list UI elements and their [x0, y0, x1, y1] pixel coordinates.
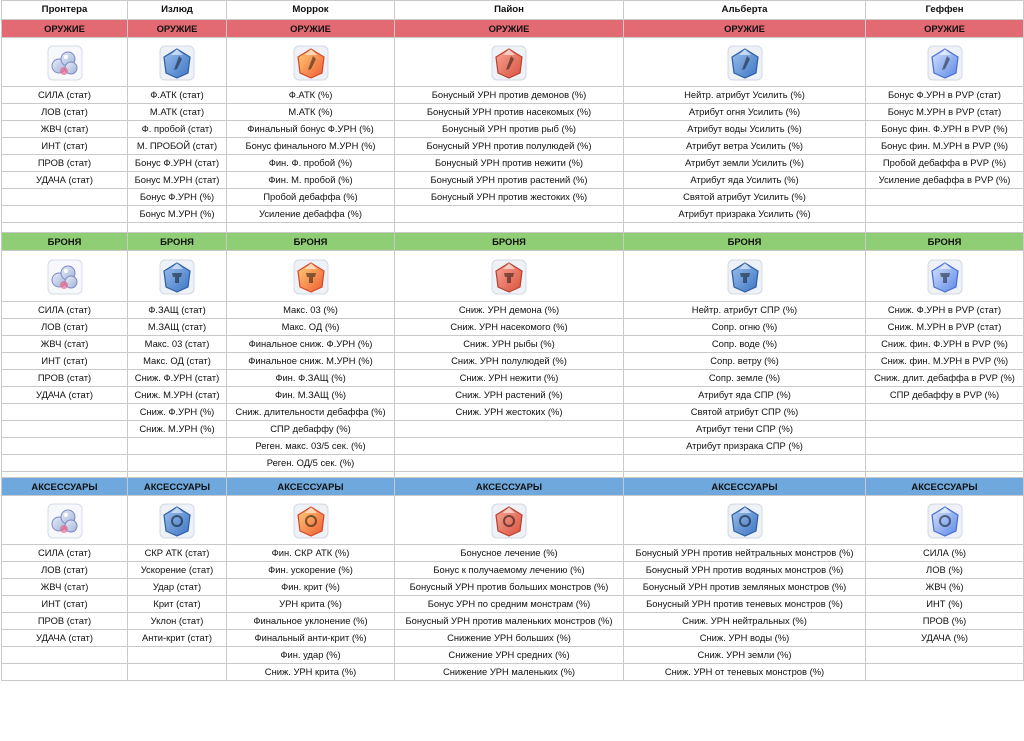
stat-cell: Сниж. Ф.УРН (%) — [128, 404, 227, 421]
stat-row — [2, 404, 1024, 421]
stat-cell: ЛОВ (стат) — [2, 104, 128, 121]
stat-cell: Реген. макс. 03/5 сек. (%) — [227, 438, 395, 455]
stat-row — [2, 387, 1024, 404]
stat-cell: Сниж. фин. М.УРН в PVP (%) — [866, 353, 1024, 370]
gem-cell — [395, 38, 624, 87]
stat-cell: Крит (стат) — [128, 596, 227, 613]
red-accessory-gem-icon — [490, 502, 528, 540]
stat-cell: Сопр. ветру (%) — [624, 353, 866, 370]
stat-cell: Сниж. УРН полулюдей (%) — [395, 353, 624, 370]
section-title: АКСЕССУАРЫ — [227, 478, 395, 496]
stat-cell — [2, 438, 128, 455]
stat-cell: Бонусное лечение (%) — [395, 545, 624, 562]
stat-cell — [2, 647, 128, 664]
armor-section-row — [2, 233, 1024, 251]
stat-cell: УДАЧА (стат) — [2, 387, 128, 404]
stat-cell: Сниж. М.УРН (%) — [128, 421, 227, 438]
stat-cell: Бонус М.УРН в PVP (стат) — [866, 104, 1024, 121]
blue-accessory-gem-icon — [158, 502, 196, 540]
spacer-cell — [2, 223, 128, 233]
weapon-icons-row — [2, 38, 1024, 87]
stat-cell: ПРОВ (стат) — [2, 370, 128, 387]
gem-cell — [2, 496, 128, 545]
stat-cell: Сниж. УРН земли (%) — [624, 647, 866, 664]
blue-armor-gem-icon — [158, 258, 196, 296]
stat-cell: Атрибут ветра Усилить (%) — [624, 138, 866, 155]
stat-cell — [395, 421, 624, 438]
stat-cell: Атрибут огня Усилить (%) — [624, 104, 866, 121]
stat-cell: Усиление дебаффа (%) — [227, 206, 395, 223]
stat-row — [2, 302, 1024, 319]
stat-cell: СИЛА (стат) — [2, 545, 128, 562]
stat-row — [2, 596, 1024, 613]
stat-cell: Сопр. земле (%) — [624, 370, 866, 387]
stat-cell: ИНТ (стат) — [2, 596, 128, 613]
section-title: ОРУЖИЕ — [227, 20, 395, 38]
stat-cell: СПР дебаффу в PVP (%) — [866, 387, 1024, 404]
stat-cell: М.АТК (%) — [227, 104, 395, 121]
stat-cell: Бонусный УРН против демонов (%) — [395, 87, 624, 104]
stat-cell: Ф. пробой (стат) — [128, 121, 227, 138]
sapphire-armor-gem-icon — [926, 258, 964, 296]
stat-row — [2, 121, 1024, 138]
stat-cell — [866, 438, 1024, 455]
stat-cell: Снижение УРН средних (%) — [395, 647, 624, 664]
section-title: ОРУЖИЕ — [2, 20, 128, 38]
stat-cell: Макс. ОД (%) — [227, 319, 395, 336]
stat-cell: Макс. 03 (стат) — [128, 336, 227, 353]
stat-cell: Снижение УРН маленьких (%) — [395, 664, 624, 681]
stat-cell: СИЛА (стат) — [2, 87, 128, 104]
stat-cell: ЛОВ (стат) — [2, 562, 128, 579]
pearl-cluster-icon — [46, 44, 84, 82]
stat-cell — [128, 647, 227, 664]
gem-cell — [128, 251, 227, 302]
stat-cell: Бонусный УРН против нежити (%) — [395, 155, 624, 172]
stat-cell: СПР дебаффу (%) — [227, 421, 395, 438]
stat-cell: Бонус Ф.УРН в PVP (стат) — [866, 87, 1024, 104]
stat-cell: ПРОВ (стат) — [2, 155, 128, 172]
stat-row — [2, 138, 1024, 155]
gem-cell — [227, 38, 395, 87]
stat-row — [2, 189, 1024, 206]
section-title: АКСЕССУАРЫ — [624, 478, 866, 496]
section-title: БРОНЯ — [395, 233, 624, 251]
gem-cell — [128, 38, 227, 87]
stat-cell — [866, 455, 1024, 472]
spacer-cell — [128, 223, 227, 233]
accessory-section-row — [2, 478, 1024, 496]
stat-row — [2, 647, 1024, 664]
spacer-row — [2, 223, 1024, 233]
blue-weapon-gem-icon — [158, 44, 196, 82]
stat-cell — [624, 455, 866, 472]
stat-cell: Святой атрибут Усилить (%) — [624, 189, 866, 206]
stat-cell: ЖВЧ (стат) — [2, 579, 128, 596]
stat-cell: Фин. удар (%) — [227, 647, 395, 664]
stat-cell: Сниж. УРН нейтральных (%) — [624, 613, 866, 630]
gem-cell — [866, 38, 1024, 87]
gem-cell — [128, 496, 227, 545]
stat-cell: Фин. Ф. пробой (%) — [227, 155, 395, 172]
stat-cell: Фин. Ф.ЗАЩ (%) — [227, 370, 395, 387]
stat-row — [2, 353, 1024, 370]
stat-cell: Нейтр. атрибут Усилить (%) — [624, 87, 866, 104]
stat-cell: УРН крита (%) — [227, 596, 395, 613]
stat-cell — [128, 455, 227, 472]
stat-cell: Бонус фин. Ф.УРН в PVP (%) — [866, 121, 1024, 138]
orange-weapon-gem-icon — [292, 44, 330, 82]
stat-row — [2, 545, 1024, 562]
stat-cell: Бонус М.УРН (%) — [128, 206, 227, 223]
stat-cell: Фин. СКР АТК (%) — [227, 545, 395, 562]
stat-row — [2, 206, 1024, 223]
stat-cell: Сниж. УРН рыбы (%) — [395, 336, 624, 353]
stat-cell: Бонусный УРН против земляных монстров (%) — [624, 579, 866, 596]
city-header: Излюд — [128, 1, 227, 20]
stat-row — [2, 562, 1024, 579]
stat-cell: СИЛА (%) — [866, 545, 1024, 562]
stat-cell: Макс. 03 (%) — [227, 302, 395, 319]
orange-armor-gem-icon — [292, 258, 330, 296]
stat-cell — [2, 404, 128, 421]
gem-cell — [866, 496, 1024, 545]
stat-cell: Реген. ОД/5 сек. (%) — [227, 455, 395, 472]
stat-cell: М. ПРОБОЙ (стат) — [128, 138, 227, 155]
stat-cell: Анти-крит (стат) — [128, 630, 227, 647]
red-armor-gem-icon — [490, 258, 528, 296]
sapphire-gem-icon — [926, 44, 964, 82]
stat-cell: УДАЧА (стат) — [2, 630, 128, 647]
section-title: БРОНЯ — [866, 233, 1024, 251]
spacer-cell — [866, 223, 1024, 233]
blue-accessory-gem-icon — [726, 502, 764, 540]
stat-cell: Бонус к получаемому лечению (%) — [395, 562, 624, 579]
stat-cell: Атрибут земли Усилить (%) — [624, 155, 866, 172]
stat-cell: Бонус финального М.УРН (%) — [227, 138, 395, 155]
stat-cell — [395, 206, 624, 223]
stat-cell — [2, 206, 128, 223]
gem-cell — [395, 496, 624, 545]
stat-row — [2, 438, 1024, 455]
stat-cell: Бонусный УРН против больших монстров (%) — [395, 579, 624, 596]
armor-icons-row — [2, 251, 1024, 302]
stat-cell: Усиление дебаффа в PVP (%) — [866, 172, 1024, 189]
stat-cell — [866, 189, 1024, 206]
section-title: БРОНЯ — [227, 233, 395, 251]
stat-row — [2, 455, 1024, 472]
stat-cell: Бонусный УРН против жестоких (%) — [395, 189, 624, 206]
stat-cell: Сниж. Ф.УРН в PVP (стат) — [866, 302, 1024, 319]
stat-cell — [2, 455, 128, 472]
gem-cell — [395, 251, 624, 302]
stat-cell: ИНТ (%) — [866, 596, 1024, 613]
section-title: АКСЕССУАРЫ — [395, 478, 624, 496]
stat-row — [2, 319, 1024, 336]
stat-cell: Бонусный УРН против нейтральных монстров (%) — [624, 545, 866, 562]
stat-cell: Пробой дебаффа (%) — [227, 189, 395, 206]
section-title: АКСЕССУАРЫ — [866, 478, 1024, 496]
stat-cell: Финальный бонус Ф.УРН (%) — [227, 121, 395, 138]
section-title: БРОНЯ — [2, 233, 128, 251]
stat-cell — [866, 421, 1024, 438]
stat-cell — [866, 647, 1024, 664]
stat-cell: Сниж. длительности дебаффа (%) — [227, 404, 395, 421]
section-title: ОРУЖИЕ — [866, 20, 1024, 38]
stat-cell: Финальный анти-крит (%) — [227, 630, 395, 647]
stat-cell: ЖВЧ (%) — [866, 579, 1024, 596]
stat-cell: Сопр. воде (%) — [624, 336, 866, 353]
stat-cell: ПРОВ (стат) — [2, 613, 128, 630]
city-header: Моррок — [227, 1, 395, 20]
stat-cell: Бонус Ф.УРН (%) — [128, 189, 227, 206]
stat-cell: Бонусный УРН против теневых монстров (%) — [624, 596, 866, 613]
spacer-cell — [395, 223, 624, 233]
stat-cell — [2, 189, 128, 206]
spacer-cell — [227, 223, 395, 233]
gem-cell — [624, 251, 866, 302]
gem-cell — [2, 251, 128, 302]
section-title: АКСЕССУАРЫ — [128, 478, 227, 496]
stat-row — [2, 613, 1024, 630]
city-header: Пайон — [395, 1, 624, 20]
stat-cell — [128, 664, 227, 681]
accessory-icons-row — [2, 496, 1024, 545]
stat-cell: Сниж. УРН демона (%) — [395, 302, 624, 319]
stat-cell: М.ЗАЩ (стат) — [128, 319, 227, 336]
header-row — [2, 1, 1024, 20]
stat-cell: Сниж. УРН жестоких (%) — [395, 404, 624, 421]
stat-cell: Бонус М.УРН (стат) — [128, 172, 227, 189]
stat-cell: Бонусный УРН против маленьких монстров (%) — [395, 613, 624, 630]
stat-cell: Сниж. УРН крита (%) — [227, 664, 395, 681]
stat-cell: Пробой дебаффа в PVP (%) — [866, 155, 1024, 172]
stat-cell: Сниж. М.УРН (стат) — [128, 387, 227, 404]
stat-cell: Сниж. УРН от теневых монстров (%) — [624, 664, 866, 681]
stat-cell: Атрибут тени СПР (%) — [624, 421, 866, 438]
stat-cell: Финальное уклонение (%) — [227, 613, 395, 630]
stat-cell: Нейтр. атрибут СПР (%) — [624, 302, 866, 319]
weapon-section-row — [2, 20, 1024, 38]
orange-accessory-gem-icon — [292, 502, 330, 540]
stat-cell: Бонус УРН по средним монстрам (%) — [395, 596, 624, 613]
pearl-cluster-icon — [46, 258, 84, 296]
stat-cell: Ф.ЗАЩ (стат) — [128, 302, 227, 319]
stat-cell — [2, 421, 128, 438]
stat-cell: Сопр. огню (%) — [624, 319, 866, 336]
city-header: Пронтера — [2, 1, 128, 20]
stat-cell: СКР АТК (стат) — [128, 545, 227, 562]
stat-cell: Снижение УРН больших (%) — [395, 630, 624, 647]
stat-row — [2, 155, 1024, 172]
stat-row — [2, 664, 1024, 681]
stat-row — [2, 104, 1024, 121]
stat-cell: Атрибут яда СПР (%) — [624, 387, 866, 404]
city-header: Альберта — [624, 1, 866, 20]
stat-cell: УДАЧА (стат) — [2, 172, 128, 189]
stat-cell: Сниж. Ф.УРН (стат) — [128, 370, 227, 387]
stat-cell: Бонус фин. М.УРН в PVP (%) — [866, 138, 1024, 155]
stat-cell — [128, 438, 227, 455]
stat-cell: Фин. ускорение (%) — [227, 562, 395, 579]
stat-cell — [395, 455, 624, 472]
stat-cell — [866, 206, 1024, 223]
stat-cell: Уклон (стат) — [128, 613, 227, 630]
stat-cell: Атрибут яда Усилить (%) — [624, 172, 866, 189]
stat-cell: Фин. М.ЗАЩ (%) — [227, 387, 395, 404]
pearl-cluster-icon — [46, 502, 84, 540]
stat-cell: УДАЧА (%) — [866, 630, 1024, 647]
stat-row — [2, 87, 1024, 104]
stat-cell: Святой атрибут СПР (%) — [624, 404, 866, 421]
stat-cell: ЖВЧ (стат) — [2, 336, 128, 353]
blue-armor-gem-icon — [726, 258, 764, 296]
stat-cell: Бонусный УРН против рыб (%) — [395, 121, 624, 138]
stat-cell: Сниж. УРН нежити (%) — [395, 370, 624, 387]
stat-cell: Сниж. УРН насекомого (%) — [395, 319, 624, 336]
gem-stats-table — [1, 0, 1024, 681]
stat-cell: ИНТ (стат) — [2, 138, 128, 155]
gem-cell — [2, 38, 128, 87]
gem-cell — [624, 38, 866, 87]
stat-cell: ПРОВ (%) — [866, 613, 1024, 630]
section-title: АКСЕССУАРЫ — [2, 478, 128, 496]
stat-cell: Сниж. УРН растений (%) — [395, 387, 624, 404]
stat-cell: Сниж. длит. дебаффа в PVP (%) — [866, 370, 1024, 387]
blue-weapon-gem-icon — [726, 44, 764, 82]
section-title: ОРУЖИЕ — [624, 20, 866, 38]
stat-row — [2, 172, 1024, 189]
gem-cell — [227, 496, 395, 545]
stat-cell: Финальное сниж. М.УРН (%) — [227, 353, 395, 370]
stat-cell: Бонус Ф.УРН (стат) — [128, 155, 227, 172]
stat-cell: Ускорение (стат) — [128, 562, 227, 579]
stat-cell: Сниж. УРН воды (%) — [624, 630, 866, 647]
spacer-cell — [624, 223, 866, 233]
stat-cell: Бонусный УРН против водяных монстров (%) — [624, 562, 866, 579]
stat-cell: СИЛА (стат) — [2, 302, 128, 319]
stat-cell: Удар (стат) — [128, 579, 227, 596]
stat-cell — [866, 404, 1024, 421]
stat-cell: М.АТК (стат) — [128, 104, 227, 121]
stat-cell: Атрибут призрака СПР (%) — [624, 438, 866, 455]
stat-row — [2, 370, 1024, 387]
stat-cell: Атрибут воды Усилить (%) — [624, 121, 866, 138]
stat-cell — [2, 664, 128, 681]
stat-row — [2, 336, 1024, 353]
stat-cell: Ф.АТК (стат) — [128, 87, 227, 104]
stat-cell: Атрибут призрака Усилить (%) — [624, 206, 866, 223]
red-weapon-gem-icon — [490, 44, 528, 82]
stat-cell: ЖВЧ (стат) — [2, 121, 128, 138]
stat-cell — [866, 664, 1024, 681]
stat-cell: Финальное сниж. Ф.УРН (%) — [227, 336, 395, 353]
stat-row — [2, 579, 1024, 596]
stat-cell: Фин. крит (%) — [227, 579, 395, 596]
stat-cell: Макс. ОД (стат) — [128, 353, 227, 370]
stat-cell: ЛОВ (%) — [866, 562, 1024, 579]
gem-cell — [227, 251, 395, 302]
stat-cell: Фин. М. пробой (%) — [227, 172, 395, 189]
gem-cell — [624, 496, 866, 545]
section-title: БРОНЯ — [128, 233, 227, 251]
section-title: БРОНЯ — [624, 233, 866, 251]
stat-cell: Ф.АТК (%) — [227, 87, 395, 104]
stat-cell: Сниж. фин. Ф.УРН в PVP (%) — [866, 336, 1024, 353]
stat-cell: ИНТ (стат) — [2, 353, 128, 370]
section-title: ОРУЖИЕ — [128, 20, 227, 38]
city-header: Геффен — [866, 1, 1024, 20]
stat-cell: Бонусный УРН против растений (%) — [395, 172, 624, 189]
section-title: ОРУЖИЕ — [395, 20, 624, 38]
stat-cell: Бонусный УРН против полулюдей (%) — [395, 138, 624, 155]
stat-cell — [395, 438, 624, 455]
sapphire-accessory-gem-icon — [926, 502, 964, 540]
gem-cell — [866, 251, 1024, 302]
stat-row — [2, 421, 1024, 438]
stat-row — [2, 630, 1024, 647]
stat-cell: Сниж. М.УРН в PVP (стат) — [866, 319, 1024, 336]
stat-cell: Бонусный УРН против насекомых (%) — [395, 104, 624, 121]
stat-cell: ЛОВ (стат) — [2, 319, 128, 336]
